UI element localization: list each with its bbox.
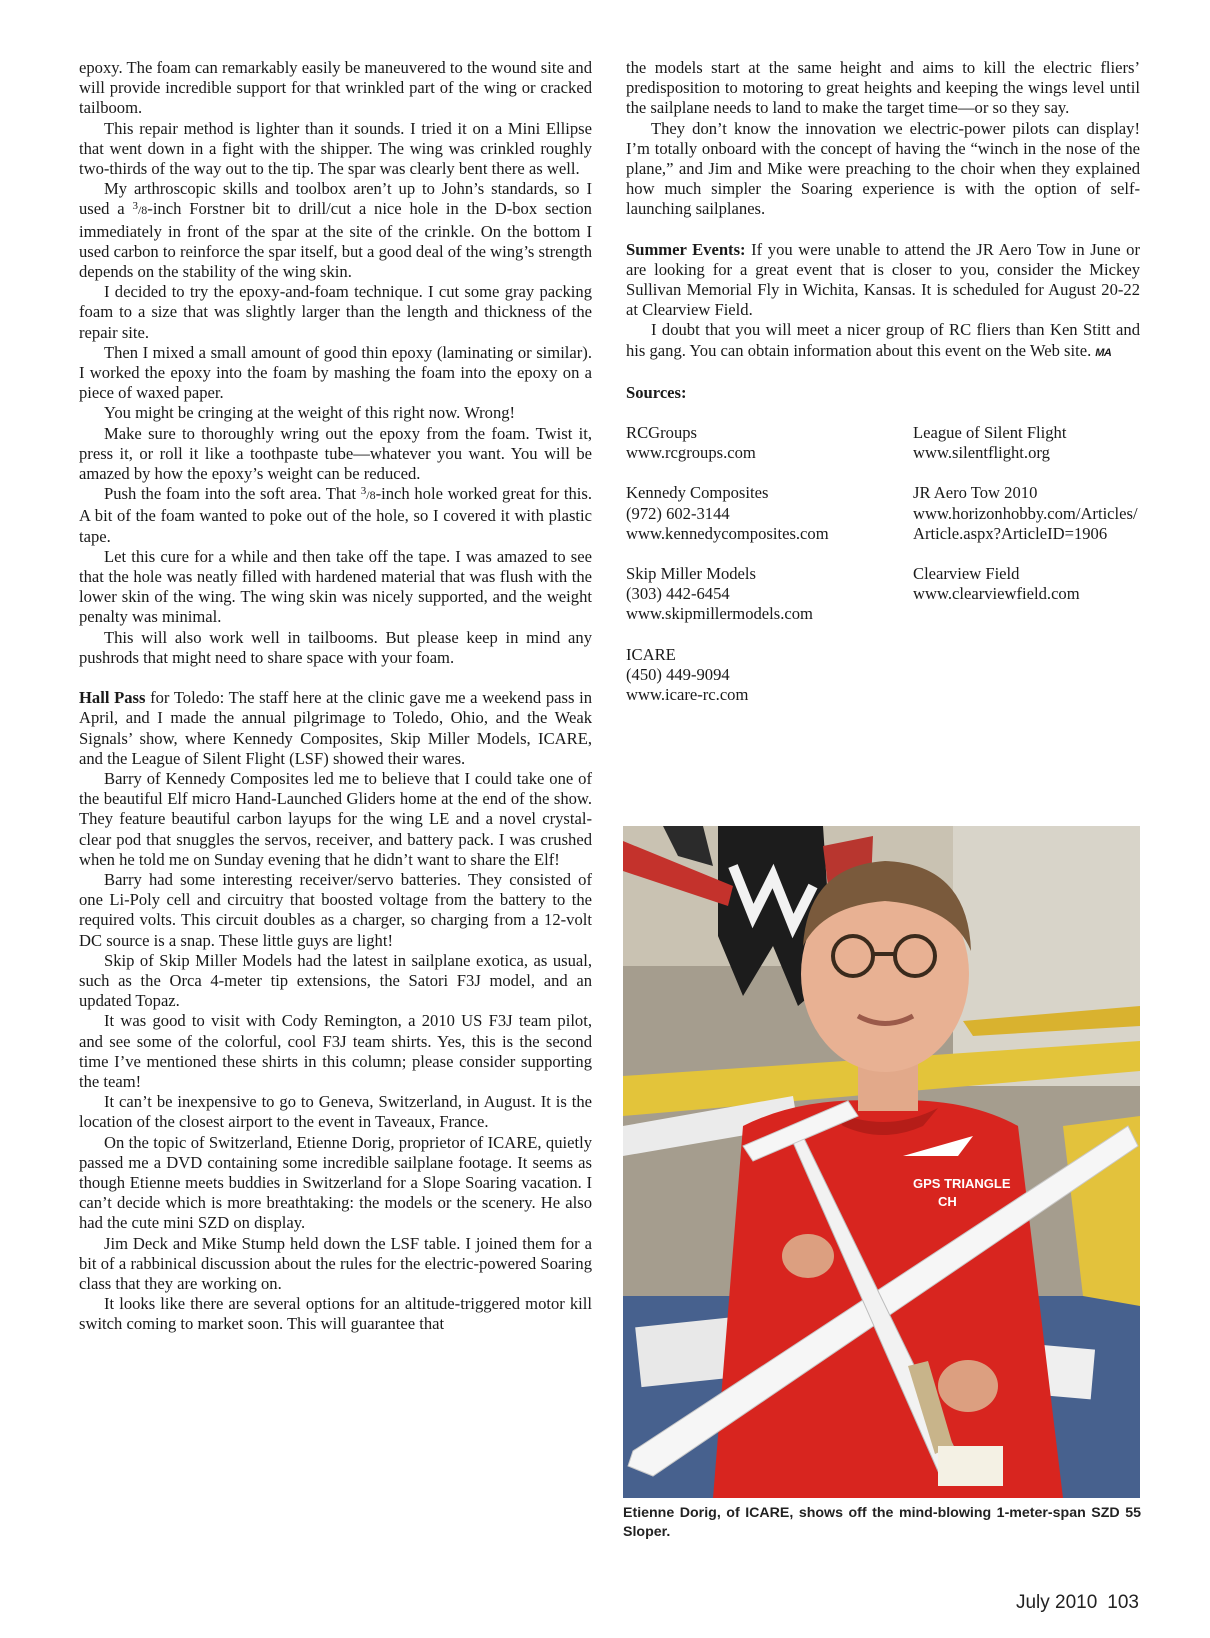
source-skip-miller-models: Skip Miller Models (303) 442-6454 www.skipmillermodels.com xyxy=(626,564,896,625)
paragraph: Then I mixed a small amount of good thin epoxy (laminating or similar). I worked the epoxy into the foam by mashing the foam into the epoxy on a piece of waxed paper. xyxy=(79,342,592,403)
paragraph: On the topic of Switzerland, Etienne Dorig, proprietor of ICARE, quietly passed me a DVD containing some incredible sailplane footage. It seems as though Etienne meets buddies in Switzerland for a Slope Soaring vacation. I can’t decide which is more breathtaking: the models or the scenery. He also had the cute mini SZD on display. xyxy=(79,1132,592,1233)
section-heading: Summer Events: xyxy=(626,239,746,259)
shirt-logo-text: GPS TRIANGLE xyxy=(913,1176,1011,1191)
end-mark: MA xyxy=(1095,346,1112,359)
paragraph: It can’t be inexpensive to go to Geneva, Switzerland, in August. It is the location of the closest airport to the event in Taveaux, France. xyxy=(79,1092,592,1132)
sources-heading: Sources: xyxy=(626,382,687,402)
photo-etienne-dorig-with-sailplane xyxy=(623,826,1140,1498)
left-column xyxy=(79,58,592,1335)
issue-date: July 2010 xyxy=(1015,1592,1098,1613)
fraction: 3/8 xyxy=(360,485,376,503)
paragraph: Barry had some interesting receiver/servo batteries. They consisted of one Li-Poly cell and circuitry that boosted voltage from the battery to the required volts. This circuit doubles as a charger, so charging from a 12-volt DC source is a snap. These little guys are light! xyxy=(79,869,592,950)
source-clearview-field: Clearview Field www.clearviewfield.com xyxy=(913,564,1143,604)
source-icare: ICARE (450) 449-9094 www.icare-rc.com xyxy=(626,645,896,706)
photo-caption: Etienne Dorig, of ICARE, shows off the mind-blowing 1-meter-span SZD 55 Sloper. xyxy=(623,1505,1141,1540)
source-link[interactable]: www.clearviewfield.com xyxy=(913,584,1080,604)
source-league-of-silent-flight: League of Silent Flight www.silentflight.org xyxy=(913,423,1143,463)
paragraph: This will also work well in tailbooms. But please keep in mind any pushrods that might need to share space with your foam. xyxy=(79,627,592,667)
paragraph: epoxy. The foam can remarkably easily be maneuvered to the wound site and will provide incredible support for that wrinkled part of the wing or cracked tailboom. xyxy=(79,58,592,118)
paragraph: I doubt that you will meet a nicer group of RC fliers than Ken Stitt and his gang. You can obtain information about this event on the Web site. MA xyxy=(626,320,1140,360)
paragraph: Skip of Skip Miller Models had the latest in sailplane exotica, as usual, such as the Orca 4-meter tip extensions, the Satori F3J model, and an updated Topaz. xyxy=(79,950,592,1011)
paragraph-summer-events: Summer Events: If you were unable to attend the JR Aero Tow in June or are looking for a great event that is closer to you, consider the Mickey Sullivan Memorial Fly in Wichita, Kansas. It is scheduled for August 20-22 at Clearview Field. xyxy=(626,239,1140,320)
paragraph: Make sure to thoroughly wring out the epoxy from the foam. Twist it, press it, or roll it like a toothpaste tube—whatever you want. You will be amazed by how the epoxy’s weight can be reduced. xyxy=(79,423,592,484)
paragraph: Barry of Kennedy Composites led me to believe that I could take one of the beautiful Elf micro Hand-Launched Gliders home at the end of the show. They feature beautiful carbon layups for the wing LE and a novel crystal-clear pod that snuggles the servos, receiver, and battery pack. I was crushed when he told me on Sunday evening that he didn’t want to share the Elf! xyxy=(79,768,592,869)
source-link[interactable]: www.horizonhobby.com/Articles/Article.aspx?ArticleID=1906 xyxy=(913,503,1138,543)
source-kennedy-composites: Kennedy Composites (972) 602-3144 www.kennedycomposites.com xyxy=(626,483,896,544)
fraction: 3/8 xyxy=(132,200,148,218)
source-link[interactable]: www.kennedycomposites.com xyxy=(626,523,829,543)
shirt-logo-text: CH xyxy=(938,1194,957,1209)
paragraph: My arthroscopic skills and toolbox aren’t up to John’s standards, so I used a 3/8-inch Forstner bit to drill/cut a nice hole in the D-box section immediately in front of the spar at the site of the crinkle. On the bottom I used carbon to reinforce the spar itself, but a good deal of the wing’s strength depends on the stability of the wing skin. xyxy=(79,179,592,282)
paragraph: the models start at the same height and aims to kill the electric fliers’ predisposition to motoring to great heights and keeping the wings level until the sailplane needs to land to make the target time—or so they say. xyxy=(626,58,1140,118)
paragraph-hall-pass: Hall Pass for Toledo: The staff here at the clinic gave me a weekend pass in April, and I made the annual pilgrimage to Toledo, Ohio, and the Weak Signals’ show, where Kennedy Composites, Skip Miller Models, ICARE, and the League of Silent Flight (LSF) showed their wares. xyxy=(79,688,592,768)
source-link[interactable]: www.icare-rc.com xyxy=(626,685,749,705)
paragraph: Let this cure for a while and then take off the tape. I was amazed to see that the hole was neatly filled with hardened material that was flush with the lower skin of the wing. The wing skin was nicely supported, and the weight penalty was minimal. xyxy=(79,546,592,627)
section-heading: Hall Pass xyxy=(79,688,146,708)
source-link[interactable]: www.silentflight.org xyxy=(913,443,1050,463)
paragraph: Push the foam into the soft area. That 3/8-inch hole worked great for this. A bit of the foam wanted to poke out of the hole, so I covered it with plastic tape. xyxy=(79,484,592,546)
paragraph: They don’t know the innovation we electric-power pilots can display! I’m totally onboard with the concept of having the “winch in the nose of the plane,” and Jim and Mike were preaching to the choir when they explained how much simpler the Soaring experience is with the option of self-launching sailplanes. xyxy=(626,118,1140,219)
page-folio xyxy=(1016,1592,1139,1614)
source-rcgroups: RCGroups www.rcgroups.com xyxy=(626,423,896,463)
source-link[interactable]: www.rcgroups.com xyxy=(626,443,756,463)
right-column xyxy=(626,58,1140,753)
paragraph: It was good to visit with Cody Remington, a 2010 US F3J team pilot, and see some of the colorful, cool F3J team shirts. Yes, this is the second time I’ve mentioned these shirts in this column; please consider supporting the team! xyxy=(79,1011,592,1091)
paragraph: I decided to try the epoxy-and-foam technique. I cut some gray packing foam to a size that was slightly larger than the length and thickness of the repair site. xyxy=(79,282,592,342)
paragraph: This repair method is lighter than it sounds. I tried it on a Mini Ellipse that went down in a fight with the shipper. The wing was crinkled roughly two-thirds of the way out to the tip. The spar was clearly bent there as well. xyxy=(79,118,592,179)
source-jr-aero-tow: JR Aero Tow 2010 www.horizonhobby.com/Articles/Article.aspx?ArticleID=1906 xyxy=(913,483,1143,544)
paragraph: Jim Deck and Mike Stump held down the LSF table. I joined them for a bit of a rabbinical discussion about the rules for the electric-powered Soaring class that they are working on. xyxy=(79,1233,592,1293)
paragraph: You might be cringing at the weight of this right now. Wrong! xyxy=(104,403,516,423)
page-number: 103 xyxy=(1107,1592,1139,1613)
paragraph: It looks like there are several options for an altitude-triggered motor kill switch coming to market soon. This will guarantee that xyxy=(79,1294,592,1334)
source-link[interactable]: www.skipmillermodels.com xyxy=(626,604,813,624)
sources-list xyxy=(626,423,1140,753)
